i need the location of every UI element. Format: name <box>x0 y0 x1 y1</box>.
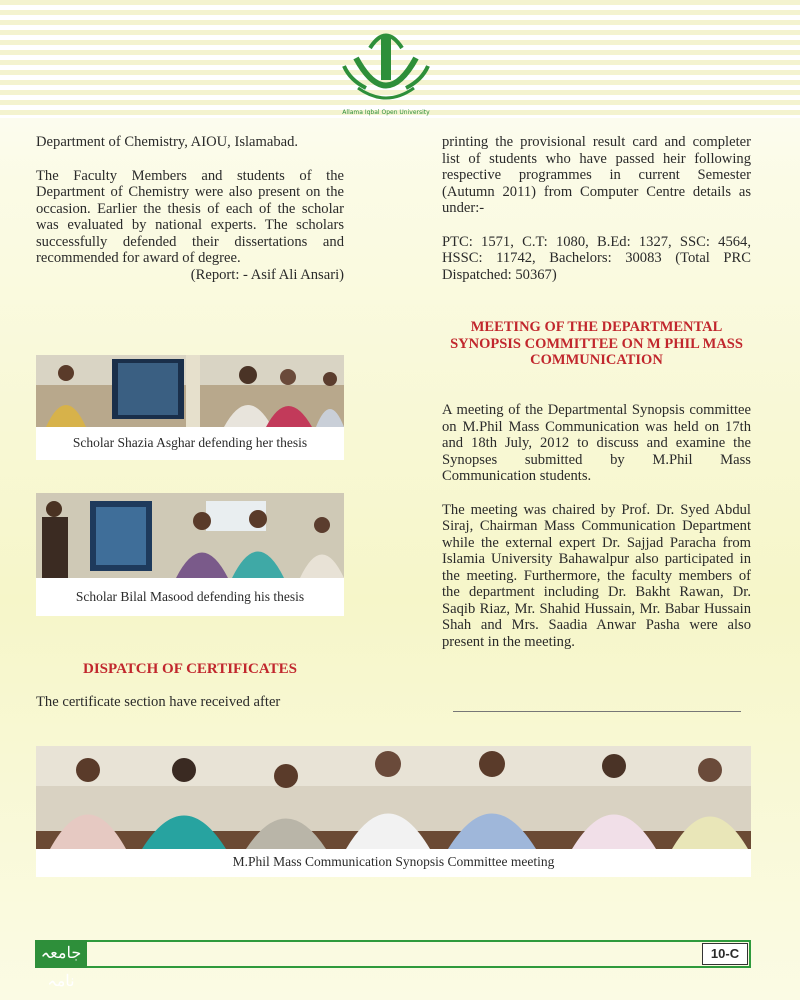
university-logo <box>336 18 436 118</box>
meeting-heading: MEETING OF THE DEPARTMENTAL SYNOPSIS COMMITTEE ON M PHIL MASS COMMUNICATION <box>450 319 743 368</box>
right-column-bottom <box>442 402 751 667</box>
photo-card-2 <box>36 493 344 616</box>
committee-meeting-photo <box>36 746 751 849</box>
left-column <box>36 134 344 283</box>
right-paragraph-2: PTC: 1571, C.T: 1080, B.Ed: 1327, SSC: 4564, HSSC: 11742, Bachelors: 30083 (Total PRC Dispatched: 50367) <box>442 233 751 283</box>
left-paragraph-2: The Faculty Members and students of the Department of Chemistry were also present on the occasion. Earlier the thesis of each of the scholar was evaluated by national experts. The scholars successfully defended their dissertations and recommended for award of degree. <box>36 167 344 266</box>
photo-card-1 <box>36 355 344 460</box>
dispatch-text: The certificate section have received after <box>36 694 281 710</box>
thesis-defense-photo-1 <box>36 355 344 427</box>
footer-logo: جامعہ نامہ <box>35 940 87 968</box>
right-paragraph-4: The meeting was chaired by Prof. Dr. Syed Abdul Siraj, Chairman Mass Communication Department while the external expert Dr. Sajjad Paracha from Islamia University Bahawalpur also participated in the meeting. Furthermore, the faculty members of the department including Dr. Bakht Rawan, Dr. Saqib Riaz, Mr. Shahid Hussain, Mr. Babar Hussain Shah and Mrs. Saadia Anwar Pasha were also present in the meeting. <box>442 501 751 650</box>
left-paragraph-1: Department of Chemistry, AIOU, Islamabad. <box>36 134 299 150</box>
right-column-top <box>442 134 751 300</box>
thesis-defense-photo-2 <box>36 493 344 578</box>
right-paragraph-1: printing the provisional result card and completer list of students who have passed heir following respective programmes in current Semester (Autumn 2011) from Computer Centre details as under:- <box>442 134 751 216</box>
right-paragraph-3: A meeting of the Departmental Synopsis committee on M.Phil Mass Communication was held on 17th and 18th July, 2012 to discuss and examine the Synopses submitted by M.Phil Mass Communication students. <box>442 402 751 484</box>
section-divider <box>453 711 741 712</box>
photo-caption-1: Scholar Shazia Asghar defending her thesis <box>72 435 308 450</box>
dispatch-heading: DISPATCH OF CERTIFICATES <box>83 661 297 677</box>
logo-text: Allama Iqbal Open University <box>342 109 430 116</box>
report-credit: (Report: - Asif Ali Ansari) <box>190 266 344 283</box>
footer-bar <box>35 940 751 968</box>
page-number: 10-C <box>702 943 748 965</box>
photo-caption-2: Scholar Bilal Masood defending his thesis <box>75 589 305 604</box>
photo-card-3 <box>36 746 751 877</box>
photo-caption-3: M.Phil Mass Communication Synopsis Committee meeting <box>232 854 555 869</box>
